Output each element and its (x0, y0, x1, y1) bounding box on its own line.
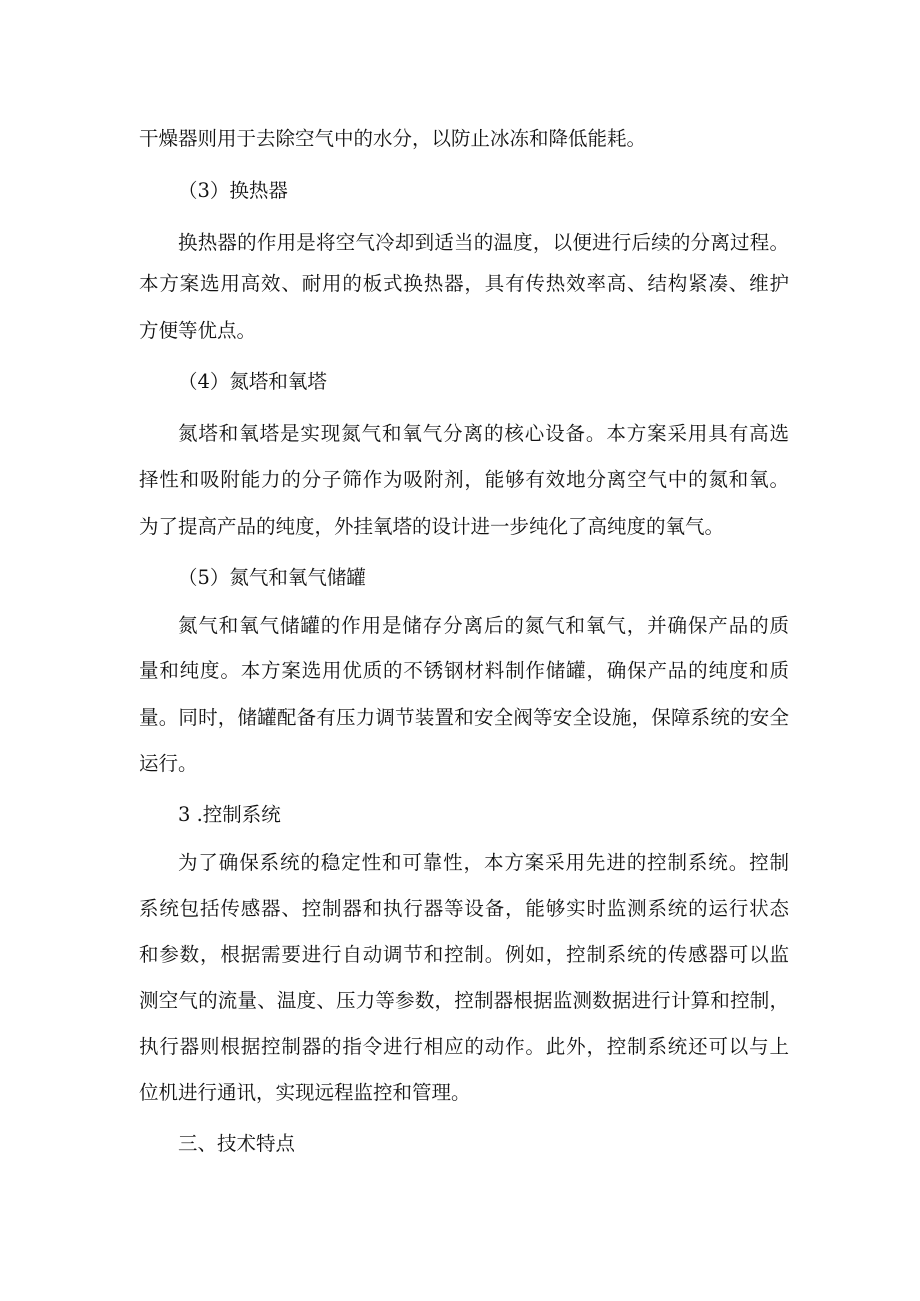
paragraph-line: 干燥器则用于去除空气中的水分，以防止冰冻和降低能耗。 (139, 127, 647, 150)
section-heading-towers: （4）氮塔和氧塔 (178, 370, 327, 393)
paragraph-line: 测空气的流量、温度、压力等参数，控制器根据监测数据进行计算和控制， (139, 989, 789, 1012)
section-heading-storage-tanks: （5）氮气和氧气储罐 (178, 566, 366, 589)
paragraph-line: 量和纯度。本方案选用优质的不锈钢材料制作储罐，确保产品的纯度和质 (139, 659, 789, 682)
paragraph-line: 为了提高产品的纯度，外挂氧塔的设计进一步纯化了高纯度的氧气。 (139, 515, 725, 538)
paragraph-line: 本方案选用高效、耐用的板式换热器，具有传热效率高、结构紧凑、维护 (139, 272, 789, 295)
chapter-heading-technical-features: 三、技术特点 (178, 1132, 296, 1155)
paragraph-line: 量。同时，储罐配备有压力调节装置和安全阀等安全设施，保障系统的安全 (139, 706, 789, 729)
section-heading-heat-exchanger: （3）换热器 (178, 179, 288, 202)
paragraph-line: 和参数，根据需要进行自动调节和控制。例如，控制系统的传感器可以监 (139, 943, 789, 966)
paragraph-line: 为了确保系统的稳定性和可靠性，本方案采用先进的控制系统。控制 (178, 851, 789, 874)
paragraph-line: 位机进行通讯，实现远程监控和管理。 (139, 1081, 471, 1104)
section-heading-control-system: 3 .控制系统 (178, 803, 281, 826)
paragraph-line: 执行器则根据控制器的指令进行相应的动作。此外，控制系统还可以与上 (139, 1035, 789, 1058)
paragraph-line: 氮气和氧气储罐的作用是储存分离后的氮气和氧气，并确保产品的质 (178, 614, 789, 637)
paragraph-line: 换热器的作用是将空气冷却到适当的温度，以便进行后续的分离过程。 (178, 231, 789, 254)
paragraph-line: 氮塔和氧塔是实现氮气和氧气分离的核心设备。本方案采用具有高选 (178, 422, 789, 445)
paragraph-line: 系统包括传感器、控制器和执行器等设备，能够实时监测系统的运行状态 (139, 897, 789, 920)
paragraph-line: 择性和吸附能力的分子筛作为吸附剂，能够有效地分离空气中的氮和氧。 (139, 468, 789, 491)
paragraph-line: 方便等优点。 (139, 319, 257, 342)
paragraph-line: 运行。 (139, 752, 198, 775)
